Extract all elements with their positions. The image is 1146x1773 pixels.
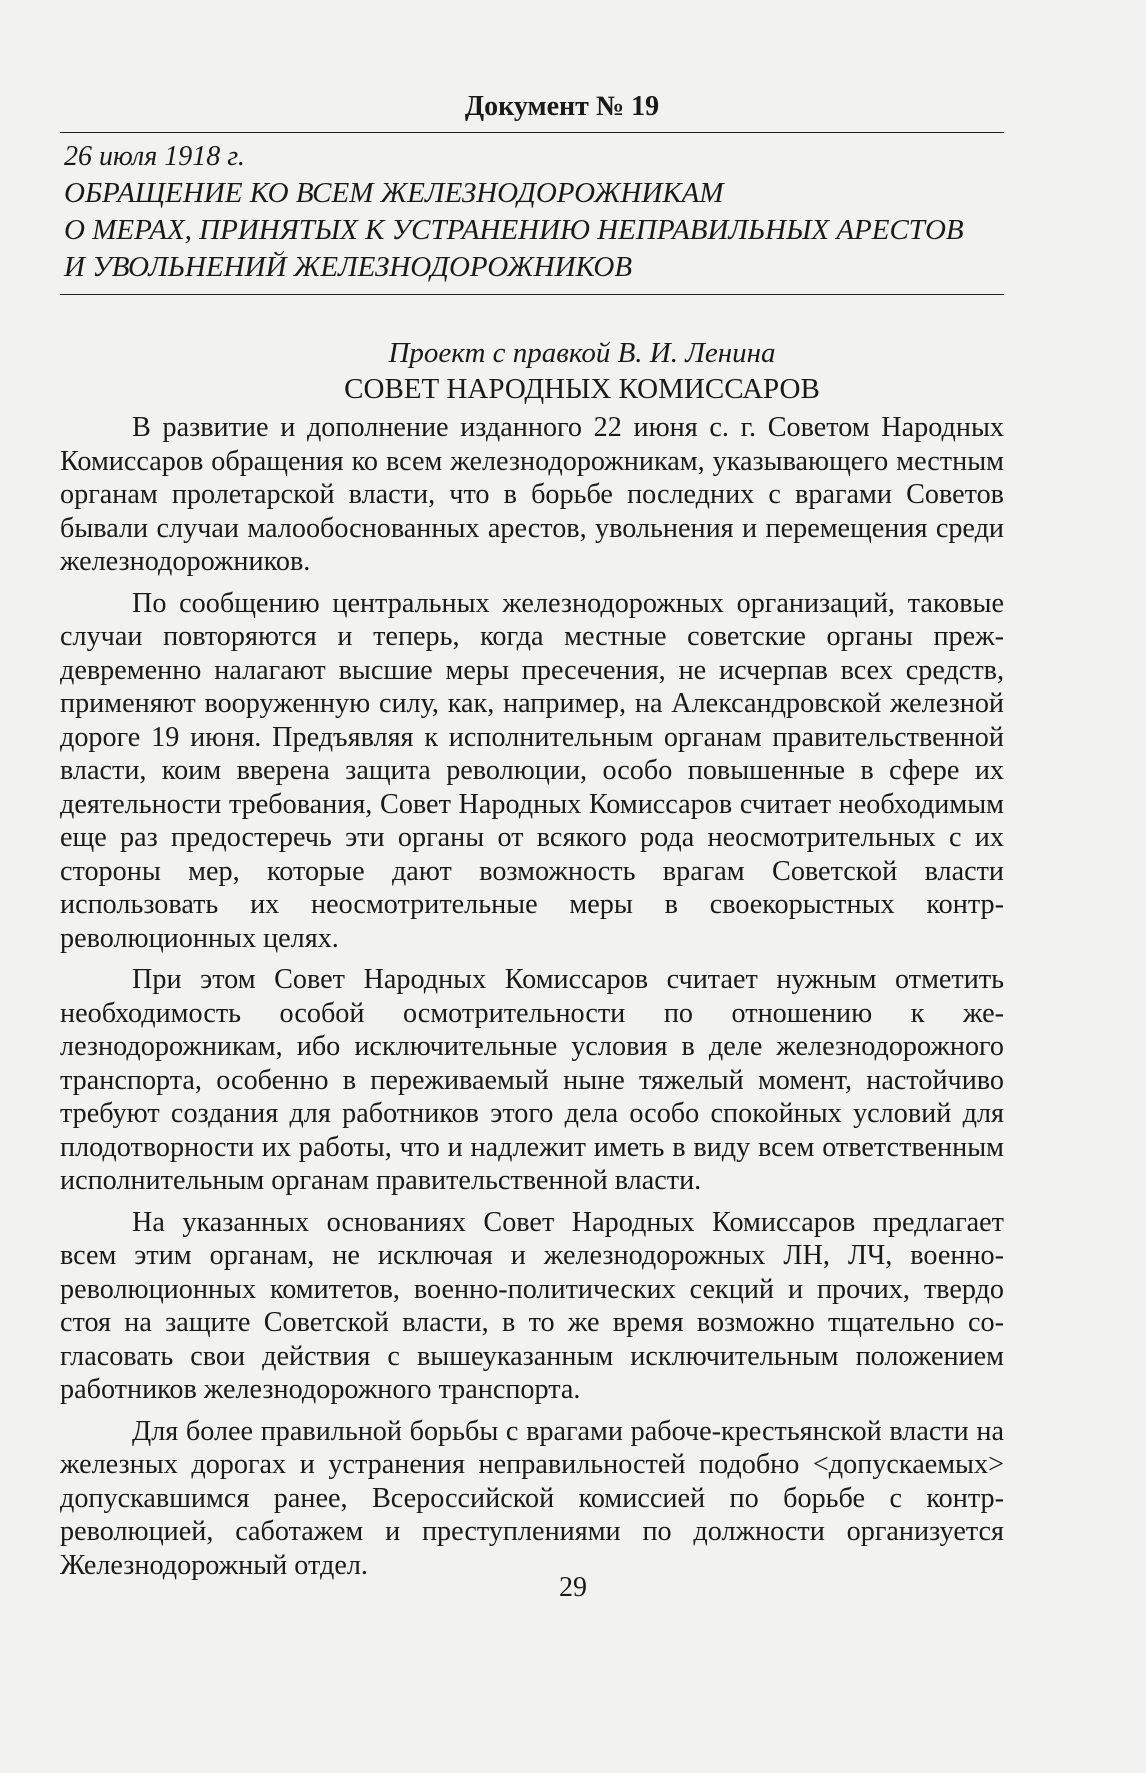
body-paragraph: При этом Совет Народных Комиссаров считает нужным отметить необходимость особой осмотрительности по отношению к железнодорожникам, ибо исключительные условия в деле железнодорожного транспорта, особенно в переживаемый ныне тяжелый момент, настойчиво требуют создания для работников этого дела особо спокойных условий для плодотворности их работы, что и надлежит иметь в виду всем ответственным исполнительным органам правительственной власти.: [60, 964, 1004, 1196]
title-line: О МЕРАХ, ПРИНЯТЫХ К УСТРАНЕНИЮ НЕПРАВИЛЬНЫХ АРЕСТОВ: [64, 214, 964, 246]
document-date: 26 июля 1918 г.: [64, 141, 245, 172]
page-number: 29: [559, 1572, 587, 1603]
body-paragraph: В развитие и дополнение изданного 22 июня с. г. Советом Народных Комиссаров обращения ко всем железнодорожникам, указывающего местным органам пролетарской власти, что в борьбе последних с врагами Советов бывали случаи малообоснованных арестов, увольнения и перемещения среди железнодорожников.: [60, 412, 1004, 577]
document-number: Документ № 19: [464, 91, 660, 122]
title-line: И УВОЛЬНЕНИЙ ЖЕЛЕЗНОДОРОЖНИКОВ: [64, 251, 633, 283]
bottom-rule: [60, 294, 1004, 295]
document-title: [60, 175, 1004, 286]
title-line: ОБРАЩЕНИЕ КО ВСЕМ ЖЕЛЕЗНОДОРОЖНИКАМ: [64, 177, 724, 209]
council-heading: СОВЕТ НАРОДНЫХ КОМИССАРОВ: [344, 373, 820, 405]
top-rule: [60, 132, 1004, 133]
document-page: [60, 90, 1004, 1590]
body-paragraph: Для более правильной борьбы с врагами рабоче-крестьянской власти на железных дорогах и устранения неправильностей подобно <допускаемых> допускавшимся ранее, Всероссийской комиссией по борьбе с контрреволюцией, саботажем и преступлениями по должности организуется Железнодорожный отдел.: [60, 1415, 1004, 1581]
document-body: [60, 411, 1004, 1582]
body-paragraph: По сообщению центральных железнодорожных организаций, таковые случаи повторяются и теперь, когда местные советские органы преждевременно налагают высшие меры пресечения, не исчерпав всех средств, применяют вооруженную силу, как, например, на Александровской железной дороге 19 июня. Предъявляя к исполнительным органам правительственной власти, коим вверена защита революции, особо повышенные в сфере их деятельности требования, Совет Народных Комиссаров считает необходимым еще раз предостеречь эти органы от всякого рода неосмотрительных с их стороны мер, которые дают возможность врагам Советской власти использовать их неосмотрительные меры в своекорыстных контрреволюционных целях.: [60, 587, 1004, 954]
project-note: Проект с правкой В. И. Ленина: [388, 337, 776, 369]
body-paragraph: На указанных основаниях Совет Народных Комиссаров предлагает всем этим органам, не исключая и железнодорожных ЛН, ЛЧ, военно-революционных комитетов, военно-политических секций и прочих, твердо стоя на защите Советской власти, в то же время возможно тщательно согласовать свои действия с вышеуказанным исключительным положением работников железнодорожного транспорта.: [60, 1206, 1004, 1405]
